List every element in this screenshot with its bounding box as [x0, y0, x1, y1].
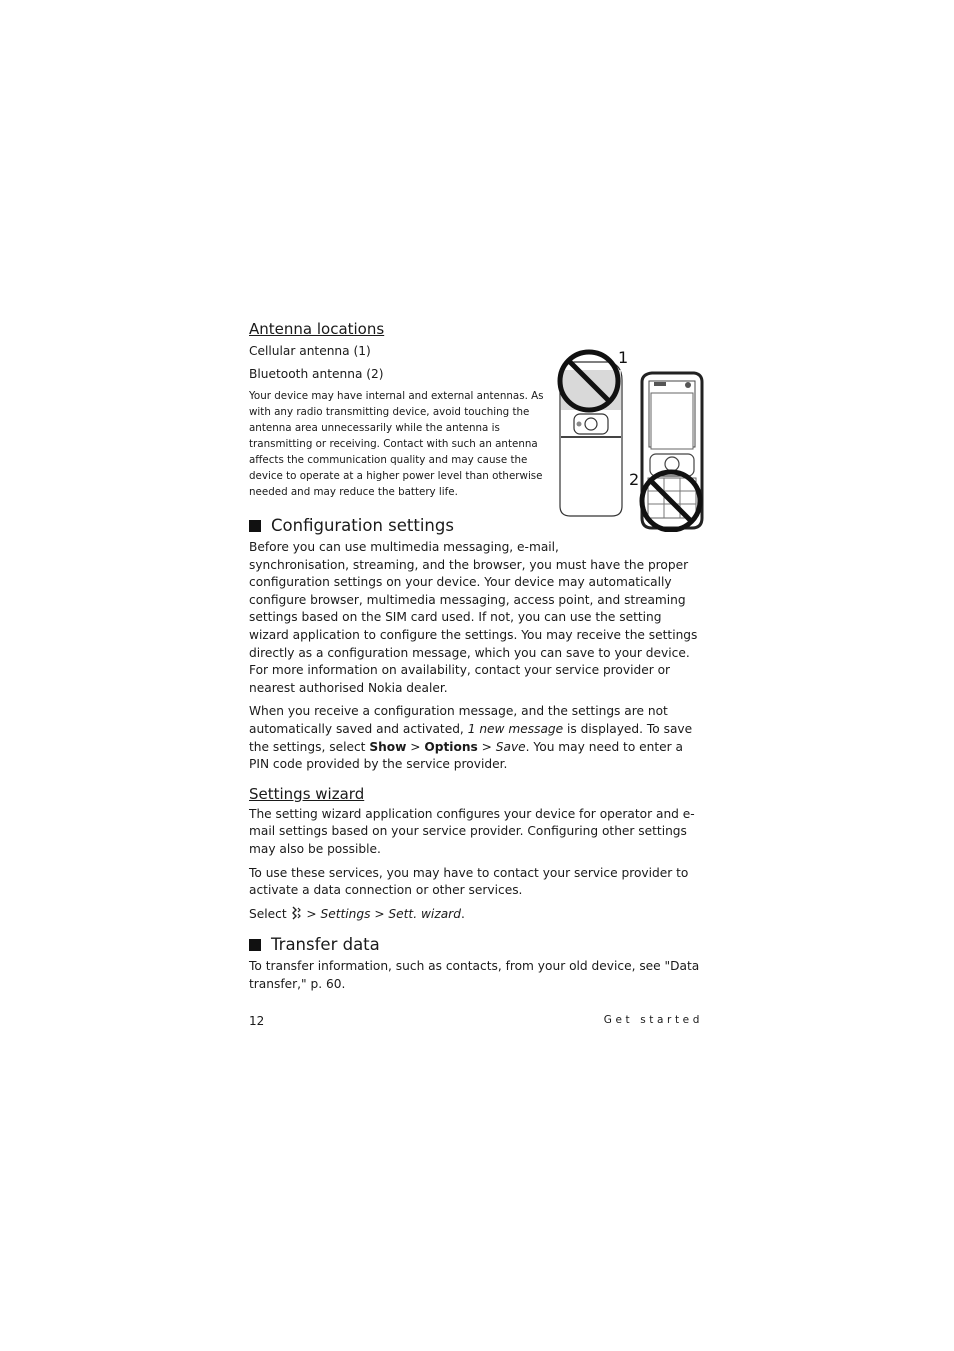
wizard-para-1: The setting wizard application configures your device for operator and e-mail settings based on your service provider. Configuring other settings may also be possible.: [249, 806, 695, 856]
config-para-1-rest: synchronisation, streaming, and the browser, you must have the proper configuration settings on your device. Your device may automatically configure browser, multimedia messaging, access point, and streaming settings based on the SIM card used. If not, you can use the setting wizard application to configure the settings. You may receive the settings directly as a configuration message, which you can save to your device. For more information on availability, contact your service provider or nearest authorised Nokia dealer.: [249, 557, 698, 695]
wizard-heading: Settings wizard: [249, 784, 365, 803]
options-option-text: Options: [424, 739, 478, 754]
section-bullet-icon: [249, 520, 261, 532]
config-para-2: [249, 703, 704, 773]
wizard-para-2: To use these services, you may have to contact your service provider to activate a data connection or other services.: [249, 865, 689, 898]
config-heading-text: Configuration settings: [271, 516, 454, 535]
antenna-label-2: 2: [629, 470, 640, 489]
section-name: Get started: [603, 1014, 703, 1026]
save-option-text: Save: [495, 739, 526, 754]
antenna-notice: Your device may have internal and external antennas. As with any radio transmitting device, avoid touching the antenna area unnecessarily while the antenna is transmitting or receiving. Contact with such an antenna affects the communication quality and may cause the device to operate at a higher power level than otherwise needed and may reduce the battery life.: [249, 390, 544, 498]
menu-key-icon: [290, 906, 302, 926]
antenna-label-1: 1: [618, 348, 629, 367]
show-option-text: Show: [369, 739, 407, 754]
config-para-1: [249, 539, 704, 697]
antenna-heading: Antenna locations: [249, 320, 385, 338]
transfer-heading-text: Transfer data: [271, 935, 380, 955]
config-text: . You may need to enter a PIN code provided by the service provider.: [249, 739, 684, 772]
cellular-antenna-text: Cellular antenna (1): [249, 344, 371, 358]
section-bullet-icon: [249, 939, 261, 951]
separator: >: [370, 906, 389, 921]
wizard-select-path: [249, 906, 704, 926]
sett-wizard-menu-text: Sett. wizard: [388, 906, 461, 921]
config-text: When you receive a configuration message, and the settings are not automatically saved and activated,: [249, 704, 668, 736]
new-message-text: 1 new message: [467, 721, 564, 736]
transfer-heading: [249, 934, 704, 956]
antenna-illustration: [556, 346, 708, 532]
separator: >: [406, 739, 425, 754]
select-word: Select: [249, 906, 291, 921]
page-number: 12: [249, 1014, 265, 1028]
config-para-1-line1: Before you can use multimedia messaging, e-mail,: [249, 540, 559, 554]
period: .: [460, 906, 465, 921]
separator: >: [477, 739, 496, 754]
separator: >: [302, 906, 321, 921]
settings-menu-text: Settings: [320, 906, 371, 921]
transfer-para: To transfer information, such as contacts, from your old device, see "Data transfer," p. 60.: [249, 959, 700, 991]
config-text: is displayed. To save the settings, select: [249, 721, 693, 754]
bluetooth-antenna-text: Bluetooth antenna (2): [249, 367, 384, 381]
